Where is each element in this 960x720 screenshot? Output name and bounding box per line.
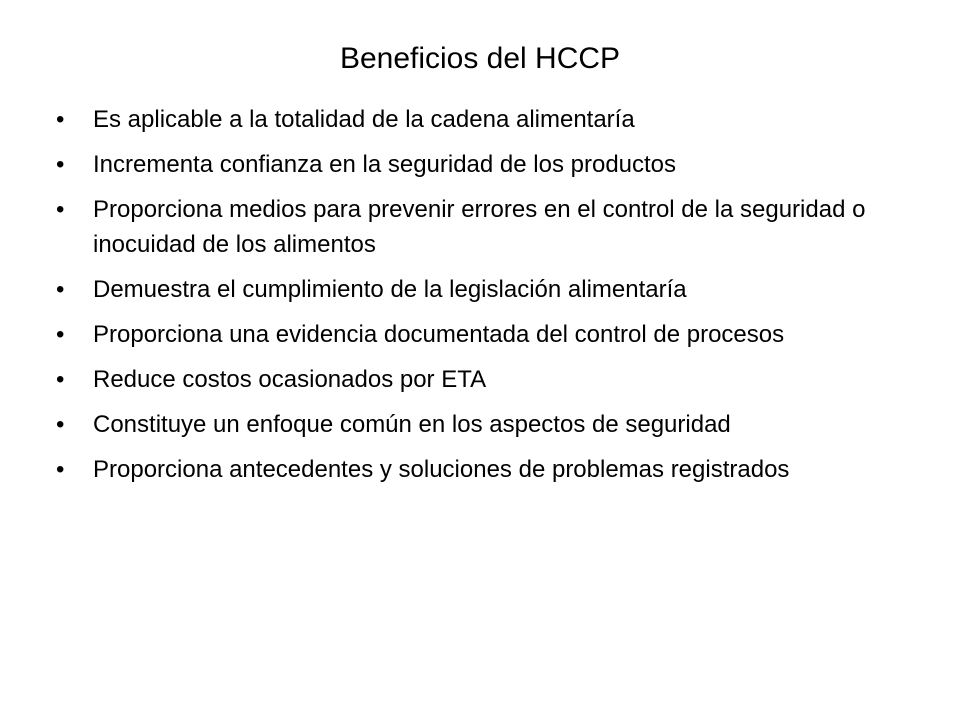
bullet-list	[56, 102, 876, 497]
bullet-text: Proporciona medios para prevenir errores en el control de la seguridad o inocuidad de los alimentos	[93, 196, 866, 258]
bullet-marker: •	[56, 106, 65, 133]
bullet-item	[56, 147, 876, 182]
bullet-marker: •	[56, 151, 65, 178]
slide-title: Beneficios del HCCP	[339, 42, 621, 75]
bullet-item	[56, 317, 876, 352]
bullet-marker: •	[56, 321, 65, 348]
bullet-text: Reduce costos ocasionados por ETA	[93, 366, 487, 393]
bullet-text: Es aplicable a la totalidad de la cadena alimentaría	[93, 106, 635, 133]
bullet-text: Incrementa confianza en la seguridad de los productos	[93, 151, 677, 178]
bullet-item	[56, 192, 876, 262]
bullet-marker: •	[56, 276, 65, 303]
bullet-text: Proporciona una evidencia documentada del control de procesos	[93, 321, 785, 348]
bullet-text: Demuestra el cumplimiento de la legislación alimentaría	[93, 276, 687, 303]
bullet-item	[56, 407, 876, 442]
bullet-marker: •	[56, 456, 65, 483]
bullet-marker: •	[56, 411, 65, 438]
bullet-item	[56, 102, 876, 137]
bullet-item	[56, 362, 876, 397]
bullet-marker: •	[56, 366, 65, 393]
bullet-text: Constituye un enfoque común en los aspectos de seguridad	[93, 411, 731, 438]
bullet-text: Proporciona antecedentes y soluciones de problemas registrados	[93, 456, 790, 483]
bullet-item	[56, 452, 876, 487]
bullet-marker: •	[56, 196, 65, 223]
bullet-item	[56, 272, 876, 307]
